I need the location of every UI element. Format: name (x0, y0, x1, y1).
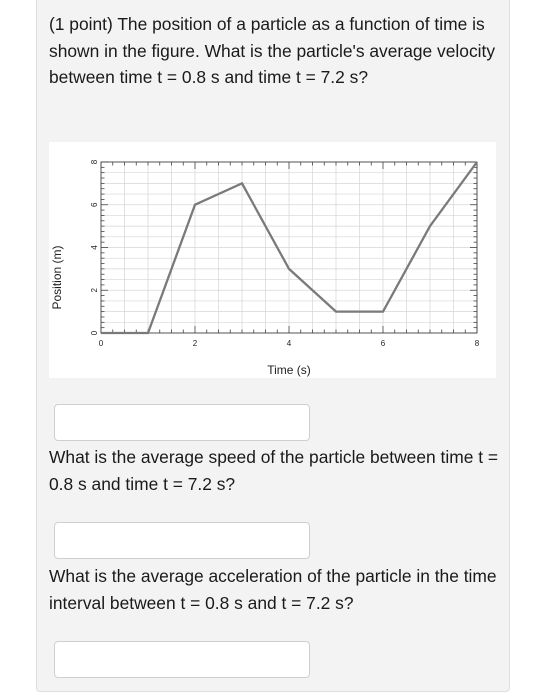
x-tick-label: 4 (286, 339, 292, 348)
x-tick-label: 0 (98, 339, 104, 348)
answer-field-velocity[interactable] (54, 404, 310, 441)
y-axis-label: Position (m) (50, 245, 64, 310)
y-tick-label: 8 (90, 159, 99, 165)
x-axis-label: Time (s) (267, 363, 311, 377)
question-text-velocity: (1 point) The position of a particle as a function of time is shown in the figure. What is the particle's average velocity between time t = 0.8 s and time t = 7.2 s? (49, 14, 496, 87)
x-tick-label: 2 (192, 339, 198, 348)
position-time-graph (49, 142, 496, 378)
chart-tick-labels (90, 159, 480, 348)
question-text-speed: What is the average speed of the particle between time t = 0.8 s and time t = 7.2 s? (49, 447, 499, 494)
chart-svg (49, 142, 496, 378)
answer-field-speed[interactable] (54, 522, 310, 559)
y-tick-label: 0 (90, 330, 99, 336)
question-text-acceleration: What is the average acceleration of the particle in the time interval between t = 0.8 s and t = 7.2 s? (49, 566, 497, 613)
y-tick-label: 6 (90, 202, 99, 207)
x-tick-label: 8 (474, 339, 480, 348)
x-tick-label: 6 (380, 339, 386, 348)
y-tick-label: 2 (90, 288, 99, 293)
y-tick-label: 4 (90, 245, 99, 250)
answer-field-acceleration[interactable] (54, 641, 310, 678)
question-card (36, 0, 510, 692)
